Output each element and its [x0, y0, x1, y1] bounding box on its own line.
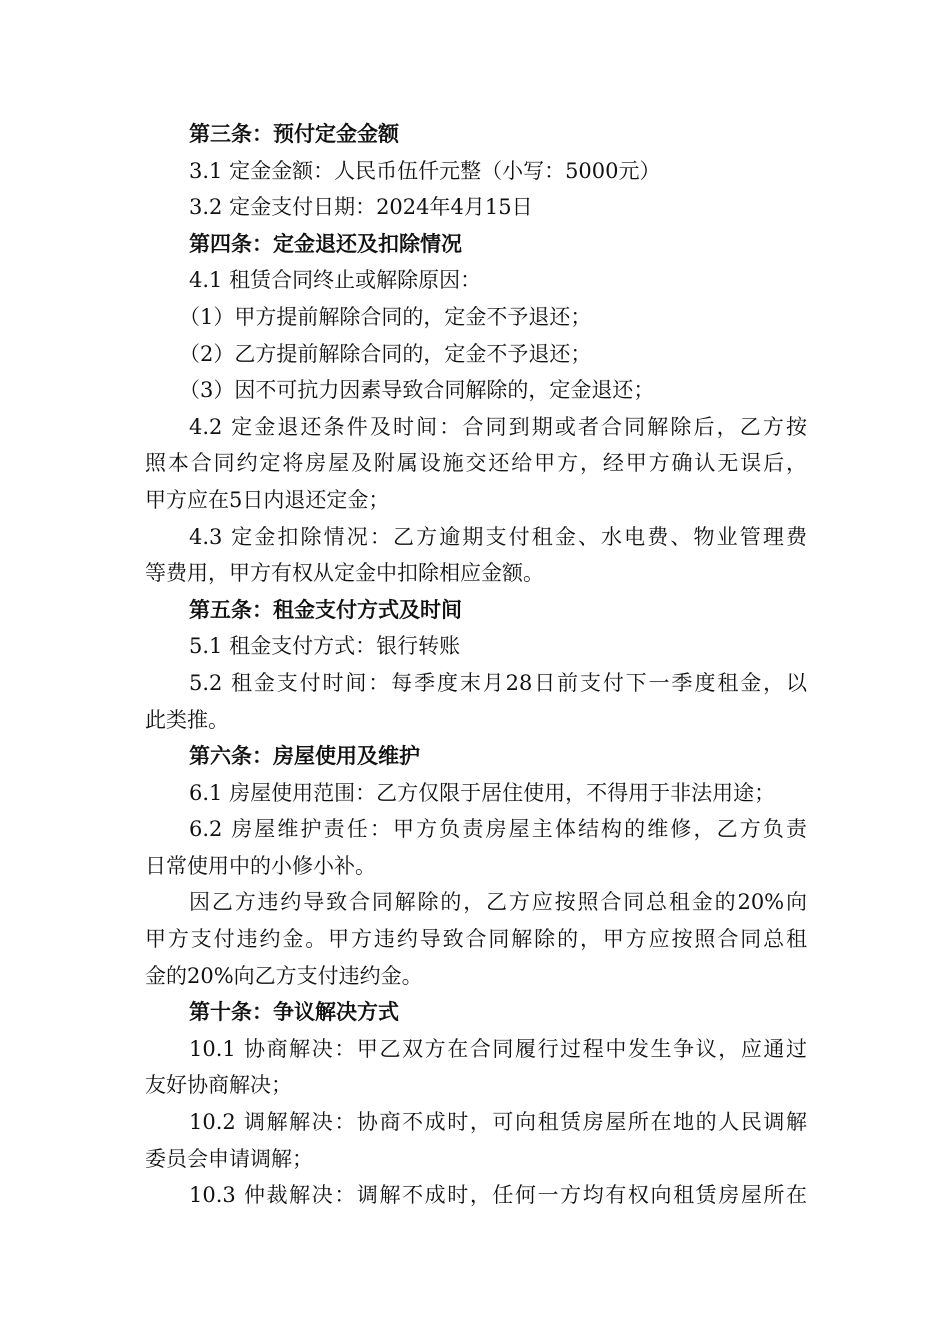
clause-5-1: 5.1 租金支付方式：银行转账 [189, 634, 461, 659]
clause-4-3-line-2: 等费用，甲方有权从定金中扣除相应金额。 [145, 561, 544, 586]
article-3-heading: 第三条：预付定金金额 [189, 122, 399, 146]
contract-page [145, 116, 807, 1214]
clause-6-2-line-2: 日常使用中的小修小补。 [145, 853, 376, 878]
clause-6-1: 6.1 房屋使用范围：乙方仅限于居住使用，不得用于非法用途； [189, 780, 776, 805]
clause-10-3-line-1: 10.3 仲裁解决：调解不成时，任何一方均有权向租赁房屋所在 [189, 1183, 807, 1208]
clause-4-2-line-3: 甲方应在5日内退还定金； [145, 487, 390, 512]
article-6-heading: 第六条：房屋使用及维护 [189, 744, 420, 769]
breach-line-1: 因乙方违约导致合同解除的，乙方应按照合同总租金的20%向 [189, 890, 807, 915]
reason-3: （3）因不可抗力因素导致合同解除的，定金退还； [179, 378, 655, 403]
clause-6-2-line-1: 6.2 房屋维护责任：甲方负责房屋主体结构的维修，乙方负责 [189, 817, 807, 842]
clause-4-1: 4.1 租赁合同终止或解除原因： [189, 268, 482, 293]
clause-5-2-line-2: 此类推。 [145, 707, 229, 732]
clause-10-1-line-1: 10.1 协商解决：甲乙双方在合同履行过程中发生争议，应通过 [189, 1036, 807, 1061]
clause-10-1-line-2: 友好协商解决； [145, 1073, 292, 1098]
clause-3-1: 3.1 定金金额：人民币伍仟元整（小写：5000元） [189, 158, 661, 183]
clause-10-2-line-1: 10.2 调解解决：协商不成时，可向租赁房屋所在地的人民调解 [189, 1110, 807, 1135]
reason-1: （1）甲方提前解除合同的，定金不予退还； [179, 304, 592, 329]
article-4-heading: 第四条：定金退还及扣除情况 [189, 231, 462, 256]
clause-10-2-line-2: 委员会申请调解； [145, 1146, 313, 1171]
clause-4-2-line-2: 照本合同约定将房屋及附属设施交还给甲方，经甲方确认无误后， [145, 451, 807, 476]
article-10-heading: 第十条：争议解决方式 [189, 1000, 399, 1025]
clause-3-2: 3.2 定金支付日期：2024年4月15日 [189, 195, 533, 220]
reason-2: （2）乙方提前解除合同的，定金不予退还； [179, 341, 592, 366]
clause-5-2-line-1: 5.2 租金支付时间：每季度末月28日前支付下一季度租金，以 [189, 670, 807, 695]
clause-4-2-line-1: 4.2 定金退还条件及时间：合同到期或者合同解除后，乙方按 [189, 414, 807, 439]
breach-line-3: 金的20%向乙方支付违约金。 [145, 963, 423, 988]
article-5-heading: 第五条：租金支付方式及时间 [189, 597, 462, 622]
breach-line-2: 甲方支付违约金。甲方违约导致合同解除的，甲方应按照合同总租 [145, 927, 807, 952]
clause-4-3-line-1: 4.3 定金扣除情况：乙方逾期支付租金、水电费、物业管理费 [189, 524, 807, 549]
